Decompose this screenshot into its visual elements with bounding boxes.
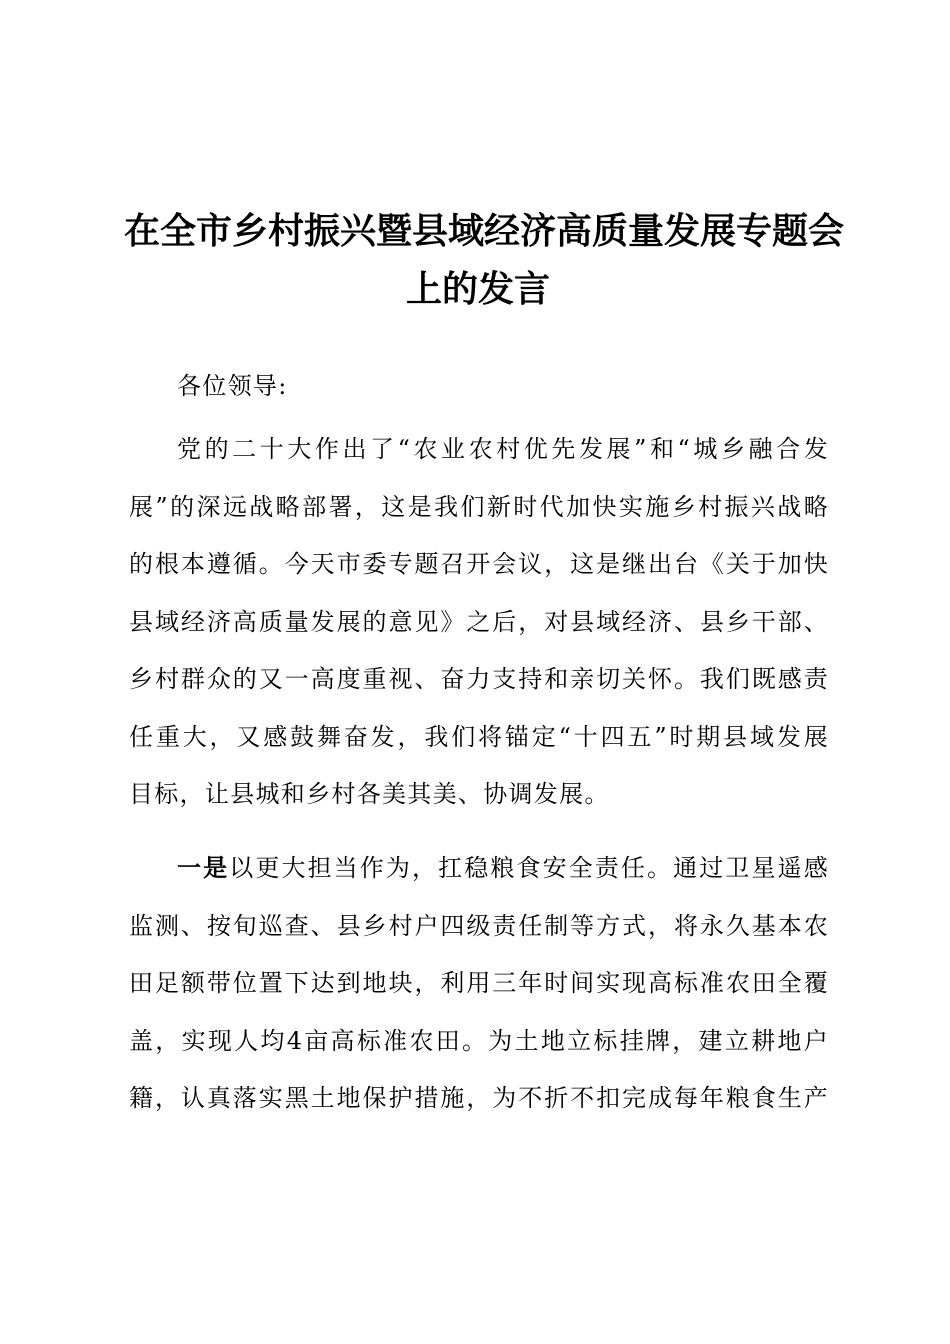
title-line-2: 上的发言 (405, 269, 550, 310)
paragraph-1-line-2: 展”的深远战略部署，这是我们新时代加快实施乡村振兴战略 (129, 492, 829, 521)
paragraph-2-line-4: 盖，实现人均4亩高标准农田。为土地立标挂牌，建立耕地户 (129, 1026, 829, 1055)
paragraph-1-line-7: 目标，让县城和乡村各美其美、协调发展。 (129, 780, 610, 808)
paragraph-1-line-3: 的根本遵循。今天市委专题召开会议，这是继出台《关于加快 (129, 550, 829, 578)
paragraph-2-line-1-text: 以更大担当作为，扛稳粮食安全责任。通过卫星遥感 (229, 854, 829, 882)
document-title (124, 203, 845, 319)
paragraph-1-line-6: 任重大，又感鼓舞奋发，我们将锚定“十四五”时期县域发展 (129, 722, 829, 751)
paragraph-1-line-5: 乡村群众的又一高度重视、奋力支持和亲切关怀。我们既感责 (129, 665, 829, 693)
paragraph-2-line-3: 田足额带位置下达到地块，利用三年时间实现高标准农田全覆 (129, 969, 829, 997)
paragraph-2-line-5: 籍，认真落实黑土地保护措施，为不折不扣完成每年粮食生产 (129, 1084, 829, 1112)
paragraph-1-line-4: 县域经济高质量发展的意见》之后，对县域经济、县乡干部、 (129, 607, 829, 636)
paragraph-2-line-2: 监测、按旬巡查、县乡村户四级责任制等方式，将永久基本农 (129, 911, 829, 940)
paragraph-2-line-1 (129, 840, 829, 898)
paragraph-2 (129, 840, 829, 1128)
salutation: 各位领导: (177, 372, 288, 400)
salutation-block (129, 358, 829, 416)
paragraph-1-line-1: 党的二十大作出了“农业农村优先发展”和“城乡融合发 (177, 435, 829, 463)
title-line-1: 在全市乡村振兴暨县域经济高质量发展专题会 (124, 211, 845, 252)
paragraph-2-lead: 一是 (177, 854, 230, 882)
paragraph-1 (129, 421, 829, 824)
